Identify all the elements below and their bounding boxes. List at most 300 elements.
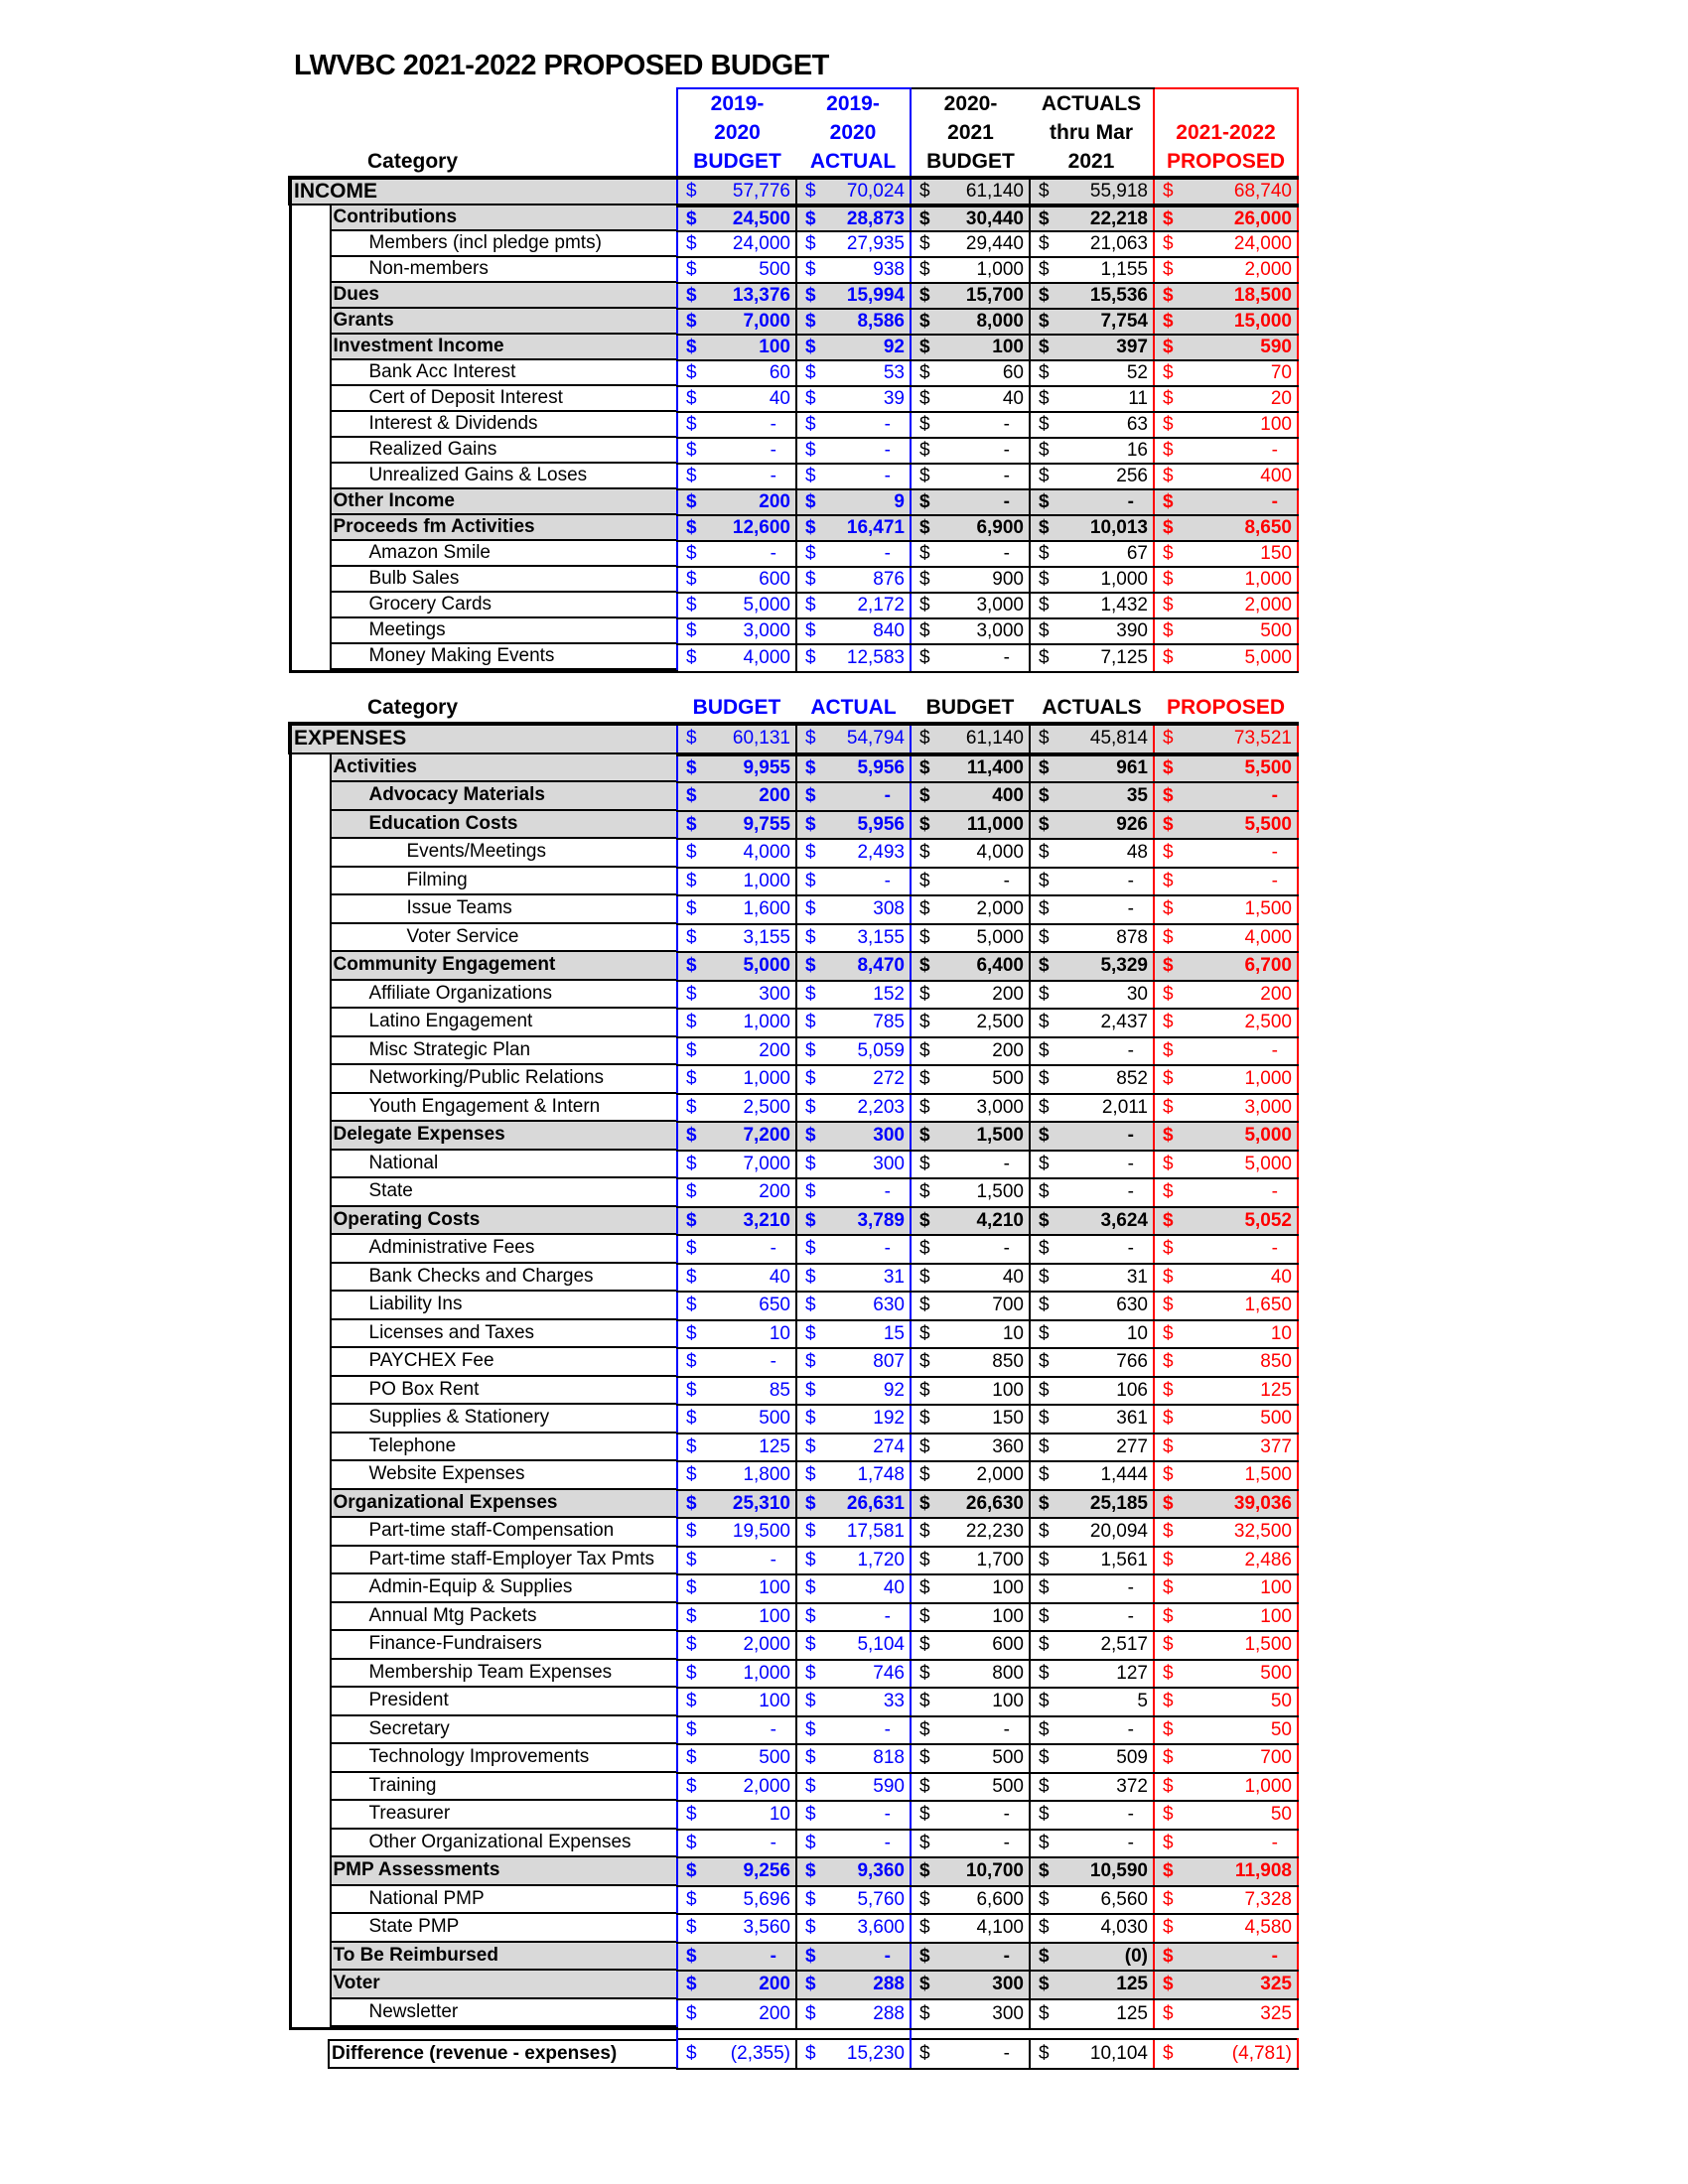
col-2021-2022-proposed-header (1154, 88, 1298, 178)
amount: - (770, 466, 776, 486)
group-row (290, 754, 1298, 783)
currency-symbol: $ (1163, 2042, 1174, 2064)
amount: 10 (769, 1804, 790, 1826)
amount: 54,794 (846, 728, 905, 750)
budget-2019-2020-cell (677, 1094, 796, 1123)
currency-symbol: $ (1039, 1238, 1050, 1260)
category-label: Events/Meetings (330, 839, 677, 868)
actuals-thru-mar-2021-cell (1030, 1490, 1154, 1519)
currency-symbol: $ (1163, 1322, 1174, 1344)
currency-symbol: $ (919, 1039, 930, 1061)
budget-2020-2021-cell (911, 1830, 1030, 1858)
amount: 500 (992, 1775, 1024, 1797)
actuals-thru-mar-2021-cell (1030, 1914, 1154, 1943)
item-row (290, 1716, 1298, 1745)
header-line: 2021-2022 (1176, 121, 1276, 144)
amount: - (1003, 870, 1010, 891)
amount: 4,030 (1100, 1917, 1148, 1939)
category-label: Liability Ins (330, 1292, 677, 1320)
currency-symbol: $ (919, 983, 930, 1005)
group-row (290, 1971, 1298, 1999)
currency-symbol: $ (805, 1718, 816, 1740)
actuals-thru-mar-2021-cell (1030, 386, 1154, 412)
currency-symbol: $ (919, 1577, 930, 1599)
actual-2019-2020-cell (796, 811, 911, 840)
currency-symbol: $ (805, 233, 816, 254)
currency-symbol: $ (1163, 1096, 1174, 1118)
category-label: President (330, 1688, 677, 1716)
currency-symbol: $ (805, 1577, 816, 1599)
actuals-thru-mar-2021-cell (1030, 952, 1154, 981)
amount: 400 (1260, 466, 1292, 486)
amount: 500 (759, 1408, 790, 1430)
actual-2019-2020-cell (796, 1574, 911, 1603)
currency-symbol: $ (919, 466, 930, 486)
amount: 361 (1116, 1408, 1148, 1430)
amount: 6,900 (976, 517, 1024, 538)
currency-symbol: $ (1163, 233, 1174, 254)
amount: 15 (883, 1322, 905, 1344)
amount: 1,561 (1100, 1549, 1148, 1570)
actual-2019-2020-cell (796, 1886, 911, 1915)
category-cell (290, 1490, 677, 1519)
currency-symbol: $ (1039, 1351, 1050, 1373)
amount: 125 (759, 1435, 790, 1457)
currency-symbol: $ (1163, 785, 1174, 807)
actuals-thru-mar-2021-cell (1030, 489, 1154, 515)
budget-2020-2021-cell (911, 1320, 1030, 1349)
proposed-2021-2022-cell (1154, 1857, 1298, 1886)
currency-symbol: $ (919, 842, 930, 864)
amount: 8,470 (857, 955, 905, 977)
amount: 700 (1260, 1747, 1292, 1769)
currency-symbol: $ (1039, 1153, 1050, 1174)
amount: 1,432 (1100, 595, 1148, 615)
currency-symbol: $ (1039, 181, 1050, 202)
budget-2019-2020-cell (677, 1405, 796, 1433)
currency-symbol: $ (805, 1181, 816, 1203)
category-label: Voter Service (330, 924, 677, 953)
currency-symbol: $ (1039, 1917, 1050, 1939)
budget-2019-2020-cell (677, 231, 796, 257)
currency-symbol: $ (1163, 1577, 1174, 1599)
currency-symbol: $ (1039, 1181, 1050, 1203)
budget-2020-2021-cell (911, 895, 1030, 924)
amount: 300 (992, 1974, 1024, 1995)
actual-2019-2020-cell (796, 1547, 911, 1575)
actuals-thru-mar-2021-cell (1030, 1744, 1154, 1773)
currency-symbol: $ (1039, 1549, 1050, 1570)
budget-2019-2020-cell (677, 1603, 796, 1632)
actual-2019-2020-cell (796, 541, 911, 567)
actuals-thru-mar-2021-cell (1030, 231, 1154, 257)
currency-symbol: $ (1163, 1408, 1174, 1430)
item-row (290, 1009, 1298, 1037)
currency-symbol: $ (805, 569, 816, 590)
currency-symbol: $ (919, 1775, 930, 1797)
currency-symbol: $ (1163, 898, 1174, 920)
amount: 26,630 (965, 1492, 1024, 1514)
amount: 100 (1260, 414, 1292, 435)
category-cell (290, 754, 677, 783)
amount: - (1003, 440, 1010, 461)
proposed-2021-2022-cell (1154, 618, 1298, 644)
currency-symbol: $ (805, 983, 816, 1005)
item-row (290, 1320, 1298, 1349)
currency-symbol: $ (1039, 414, 1050, 435)
budget-2020-2021-cell (911, 1122, 1030, 1151)
currency-symbol: $ (686, 595, 697, 615)
proposed-2021-2022-cell (1154, 1603, 1298, 1632)
category-cell (290, 1292, 677, 1320)
amount: - (1271, 1238, 1278, 1260)
amount: 2,203 (857, 1096, 905, 1118)
budget-2020-2021-cell (911, 1886, 1030, 1915)
amount: 10,104 (1089, 2042, 1148, 2064)
category-cell (290, 1518, 677, 1547)
currency-symbol: $ (805, 870, 816, 891)
proposed-2021-2022-cell (1154, 1151, 1298, 1179)
amount: 500 (1260, 1408, 1292, 1430)
budget-2020-2021-cell (911, 1433, 1030, 1462)
amount: 39,036 (1233, 1492, 1292, 1514)
currency-symbol: $ (1163, 285, 1174, 306)
category-label: National PMP (330, 1886, 677, 1915)
proposed-2021-2022-cell (1154, 567, 1298, 593)
currency-symbol: $ (1039, 1096, 1050, 1118)
currency-symbol: $ (919, 728, 930, 750)
amount: 21,063 (1089, 233, 1148, 254)
actuals-thru-mar-2021-cell (1030, 178, 1154, 205)
actual-2019-2020-cell (796, 1857, 911, 1886)
currency-symbol: $ (1163, 207, 1174, 229)
amount: - (770, 543, 776, 564)
category-cell (290, 386, 677, 412)
proposed-2021-2022-cell (1154, 1377, 1298, 1406)
amount: 4,100 (976, 1917, 1024, 1939)
budget-2020-2021-cell (911, 1801, 1030, 1830)
currency-symbol: $ (1039, 2002, 1050, 2024)
actuals-header: ACTUALS (1042, 696, 1142, 719)
amount: 1,000 (743, 1068, 790, 1090)
currency-symbol: $ (919, 1435, 930, 1457)
currency-symbol: $ (805, 1351, 816, 1373)
category-label: Admin-Equip & Supplies (330, 1574, 677, 1603)
actual-2019-2020-cell (796, 335, 911, 360)
budget-2020-2021-cell (911, 839, 1030, 868)
budget-2020-2021-cell (911, 386, 1030, 412)
amount: - (1003, 543, 1010, 564)
category-label: Dues (330, 283, 677, 309)
amount: 961 (1116, 757, 1148, 779)
actuals-thru-mar-2021-cell (1030, 1377, 1154, 1406)
amount: 785 (873, 1012, 905, 1033)
currency-symbol: $ (1039, 1888, 1050, 1910)
currency-symbol: $ (1039, 388, 1050, 409)
amount: - (884, 785, 891, 807)
category-cell (290, 1405, 677, 1433)
amount: - (770, 1718, 776, 1740)
amount: - (1127, 1181, 1134, 1203)
currency-symbol: $ (1163, 1464, 1174, 1486)
amount: 9,256 (743, 1860, 790, 1882)
proposed-2021-2022-cell (1154, 593, 1298, 618)
category-cell (290, 618, 677, 644)
proposed-2021-2022-cell (1154, 515, 1298, 541)
amount: 20,094 (1089, 1521, 1148, 1543)
amount: 22,218 (1089, 207, 1148, 229)
currency-symbol: $ (805, 757, 816, 779)
category-label: Other Income (330, 489, 677, 515)
proposed-2021-2022-cell (1154, 1122, 1298, 1151)
amount: 390 (1116, 620, 1148, 641)
amount: 1,500 (1244, 1464, 1292, 1486)
budget-2019-2020-cell (677, 952, 796, 981)
budget-2020-2021-cell (911, 205, 1030, 231)
proposed-2021-2022-cell (1154, 1433, 1298, 1462)
currency-symbol: $ (919, 1408, 930, 1430)
currency-symbol: $ (686, 259, 697, 280)
category-label: Proceeds fm Activities (330, 515, 677, 541)
actual-2019-2020-cell (796, 1320, 911, 1349)
currency-symbol: $ (919, 259, 930, 280)
amount: 10,700 (965, 1860, 1024, 1882)
currency-symbol: $ (1039, 1747, 1050, 1769)
currency-symbol: $ (919, 1068, 930, 1090)
amount: 500 (992, 1747, 1024, 1769)
proposed-2021-2022-cell (1154, 1688, 1298, 1716)
amount: 60,131 (732, 728, 790, 750)
currency-symbol: $ (919, 1605, 930, 1627)
amount: 2,011 (1101, 1096, 1148, 1118)
category-cell (290, 981, 677, 1010)
actual-2019-2020-cell (796, 1716, 911, 1745)
category-cell (290, 1716, 677, 1745)
category-label: PO Box Rent (330, 1377, 677, 1406)
category-cell (290, 464, 677, 489)
category-label: PMP Assessments (330, 1857, 677, 1886)
category-cell (290, 952, 677, 981)
currency-symbol: $ (1163, 983, 1174, 1005)
proposed-2021-2022-cell (1154, 489, 1298, 515)
amount: - (1127, 1238, 1134, 1260)
currency-symbol: $ (686, 1747, 697, 1769)
budget-2020-2021-cell (911, 981, 1030, 1010)
proposed-2021-2022-cell (1154, 1348, 1298, 1377)
amount: 6,400 (976, 955, 1024, 977)
amount: 5,104 (857, 1634, 905, 1656)
proposed-2021-2022-cell (1154, 981, 1298, 1010)
amount: - (884, 543, 891, 564)
amount: 25,185 (1089, 1492, 1148, 1514)
actuals-thru-mar-2021-cell (1030, 1660, 1154, 1689)
currency-symbol: $ (1163, 362, 1174, 383)
category-cell (290, 1235, 677, 1264)
amount: - (770, 1832, 776, 1853)
actual-2019-2020-cell (796, 1490, 911, 1519)
amount: 300 (873, 1153, 905, 1174)
actual-2019-2020-cell (796, 1235, 911, 1264)
currency-symbol: $ (1039, 1266, 1050, 1288)
proposed-2021-2022-cell (1154, 895, 1298, 924)
currency-symbol: $ (1039, 1068, 1050, 1090)
currency-symbol: $ (1039, 517, 1050, 538)
currency-symbol: $ (686, 983, 697, 1005)
currency-symbol: $ (686, 414, 697, 435)
currency-symbol: $ (686, 1860, 697, 1882)
currency-symbol: $ (919, 2042, 930, 2064)
currency-symbol: $ (686, 646, 697, 668)
proposed-2021-2022-cell (1154, 1065, 1298, 1094)
amount: 10 (1270, 1322, 1292, 1344)
currency-symbol: $ (805, 1408, 816, 1430)
actuals-thru-mar-2021-cell (1030, 2039, 1154, 2069)
currency-symbol: $ (1163, 1039, 1174, 1061)
budget-2019-2020-cell (677, 283, 796, 309)
budget-2019-2020-cell (677, 924, 796, 953)
category-label: Bulb Sales (330, 567, 677, 593)
amount: - (1271, 440, 1278, 461)
category-label: Operating Costs (330, 1207, 677, 1236)
currency-symbol: $ (1039, 1039, 1050, 1061)
currency-symbol: $ (1039, 1605, 1050, 1627)
currency-symbol: $ (1163, 1238, 1174, 1260)
amount: 500 (992, 1068, 1024, 1090)
proposed-2021-2022-cell (1154, 924, 1298, 953)
amount: 818 (873, 1747, 905, 1769)
amount: 85 (769, 1379, 790, 1401)
currency-symbol: $ (805, 491, 816, 512)
category-cell (290, 283, 677, 309)
actual-2019-2020-cell (796, 1094, 911, 1123)
amount: 200 (759, 491, 790, 512)
currency-symbol: $ (1163, 1492, 1174, 1514)
amount: 10 (1126, 1322, 1148, 1344)
currency-symbol: $ (919, 311, 930, 332)
currency-symbol: $ (1163, 1832, 1174, 1853)
currency-symbol: $ (919, 1634, 930, 1656)
amount: 509 (1116, 1747, 1148, 1769)
category-label: Realized Gains (330, 438, 677, 464)
currency-symbol: $ (686, 785, 697, 807)
proposed-2021-2022-cell (1154, 1405, 1298, 1433)
proposed-2021-2022-cell (1154, 257, 1298, 283)
actual-2019-2020-cell (796, 1009, 911, 1037)
item-row (290, 1178, 1298, 1207)
category-cell (290, 811, 677, 840)
budget-2019-2020-cell (677, 1943, 796, 1972)
currency-symbol: $ (686, 1209, 697, 1231)
category-cell (290, 178, 677, 205)
actual-2019-2020-cell (796, 895, 911, 924)
proposed-2021-2022-cell (1154, 386, 1298, 412)
category-cell (290, 895, 677, 924)
currency-symbol: $ (686, 1775, 697, 1797)
currency-symbol: $ (805, 1209, 816, 1231)
amount: 600 (992, 1634, 1024, 1656)
amount: 397 (1116, 337, 1148, 357)
budget-2019-2020-cell (677, 1688, 796, 1716)
budget-2020-2021-cell (911, 1518, 1030, 1547)
amount: 2,500 (1244, 1012, 1292, 1033)
amount: 60 (1002, 362, 1024, 383)
currency-symbol: $ (1039, 1662, 1050, 1684)
proposed-2021-2022-cell (1154, 724, 1298, 754)
category-cell (290, 868, 677, 896)
currency-symbol: $ (805, 1775, 816, 1797)
amount: 68,740 (1233, 181, 1292, 202)
amount: 24,000 (732, 233, 790, 254)
amount: - (1127, 1718, 1134, 1740)
currency-symbol: $ (686, 233, 697, 254)
category-cell (290, 1773, 677, 1802)
group-row (290, 952, 1298, 981)
currency-symbol: $ (686, 1492, 697, 1514)
amount: 33 (883, 1691, 905, 1712)
amount: 2,493 (857, 842, 905, 864)
budget-2020-2021-cell (911, 1603, 1030, 1632)
proposed-2021-2022-cell (1154, 1943, 1298, 1972)
budget-2020-2021-cell (911, 1943, 1030, 1972)
currency-symbol: $ (919, 181, 930, 202)
currency-symbol: $ (1163, 1634, 1174, 1656)
currency-symbol: $ (919, 285, 930, 306)
proposed-2021-2022-cell (1154, 1830, 1298, 1858)
category-cell (290, 1830, 677, 1858)
currency-symbol: $ (1163, 1012, 1174, 1033)
amount: 4,000 (1244, 926, 1292, 948)
amount: 400 (992, 785, 1024, 807)
item-row (290, 1660, 1298, 1689)
currency-symbol: $ (686, 1181, 697, 1203)
amount: 1,748 (857, 1464, 905, 1486)
currency-symbol: $ (1163, 466, 1174, 486)
item-row (290, 1773, 1298, 1802)
actual-2019-2020-cell (796, 178, 911, 205)
budget-2019-2020-cell (677, 1264, 796, 1293)
amount: - (884, 1181, 891, 1203)
currency-symbol: $ (686, 1662, 697, 1684)
category-cell (290, 1461, 677, 1490)
budget-2019-2020-cell (677, 1547, 796, 1575)
amount: 5 (1137, 1691, 1148, 1712)
amount: 6,700 (1244, 955, 1292, 977)
budget-2020-2021-cell (911, 1461, 1030, 1490)
currency-symbol: $ (919, 1691, 930, 1712)
amount: 1,000 (743, 1662, 790, 1684)
category-cell (290, 205, 677, 231)
currency-symbol: $ (1039, 1577, 1050, 1599)
amount: 11,000 (966, 813, 1024, 835)
amount: 5,760 (857, 1888, 905, 1910)
amount: 2,000 (743, 1634, 790, 1656)
currency-symbol: $ (1163, 2002, 1174, 2024)
amount: - (770, 1945, 776, 1967)
budget-2020-2021-cell (911, 644, 1030, 672)
amount: 10,590 (1089, 1860, 1148, 1882)
currency-symbol: $ (686, 1718, 697, 1740)
amount: 53 (883, 362, 905, 383)
budget-2019-2020-cell (677, 1037, 796, 1066)
amount: 3,624 (1100, 1209, 1148, 1231)
currency-symbol: $ (686, 1577, 697, 1599)
currency-symbol: $ (1039, 1322, 1050, 1344)
category-cell (290, 1886, 677, 1915)
currency-symbol: $ (919, 337, 930, 357)
budget-2019-2020-cell (677, 1518, 796, 1547)
amount: 300 (759, 983, 790, 1005)
amount: - (1271, 870, 1278, 891)
